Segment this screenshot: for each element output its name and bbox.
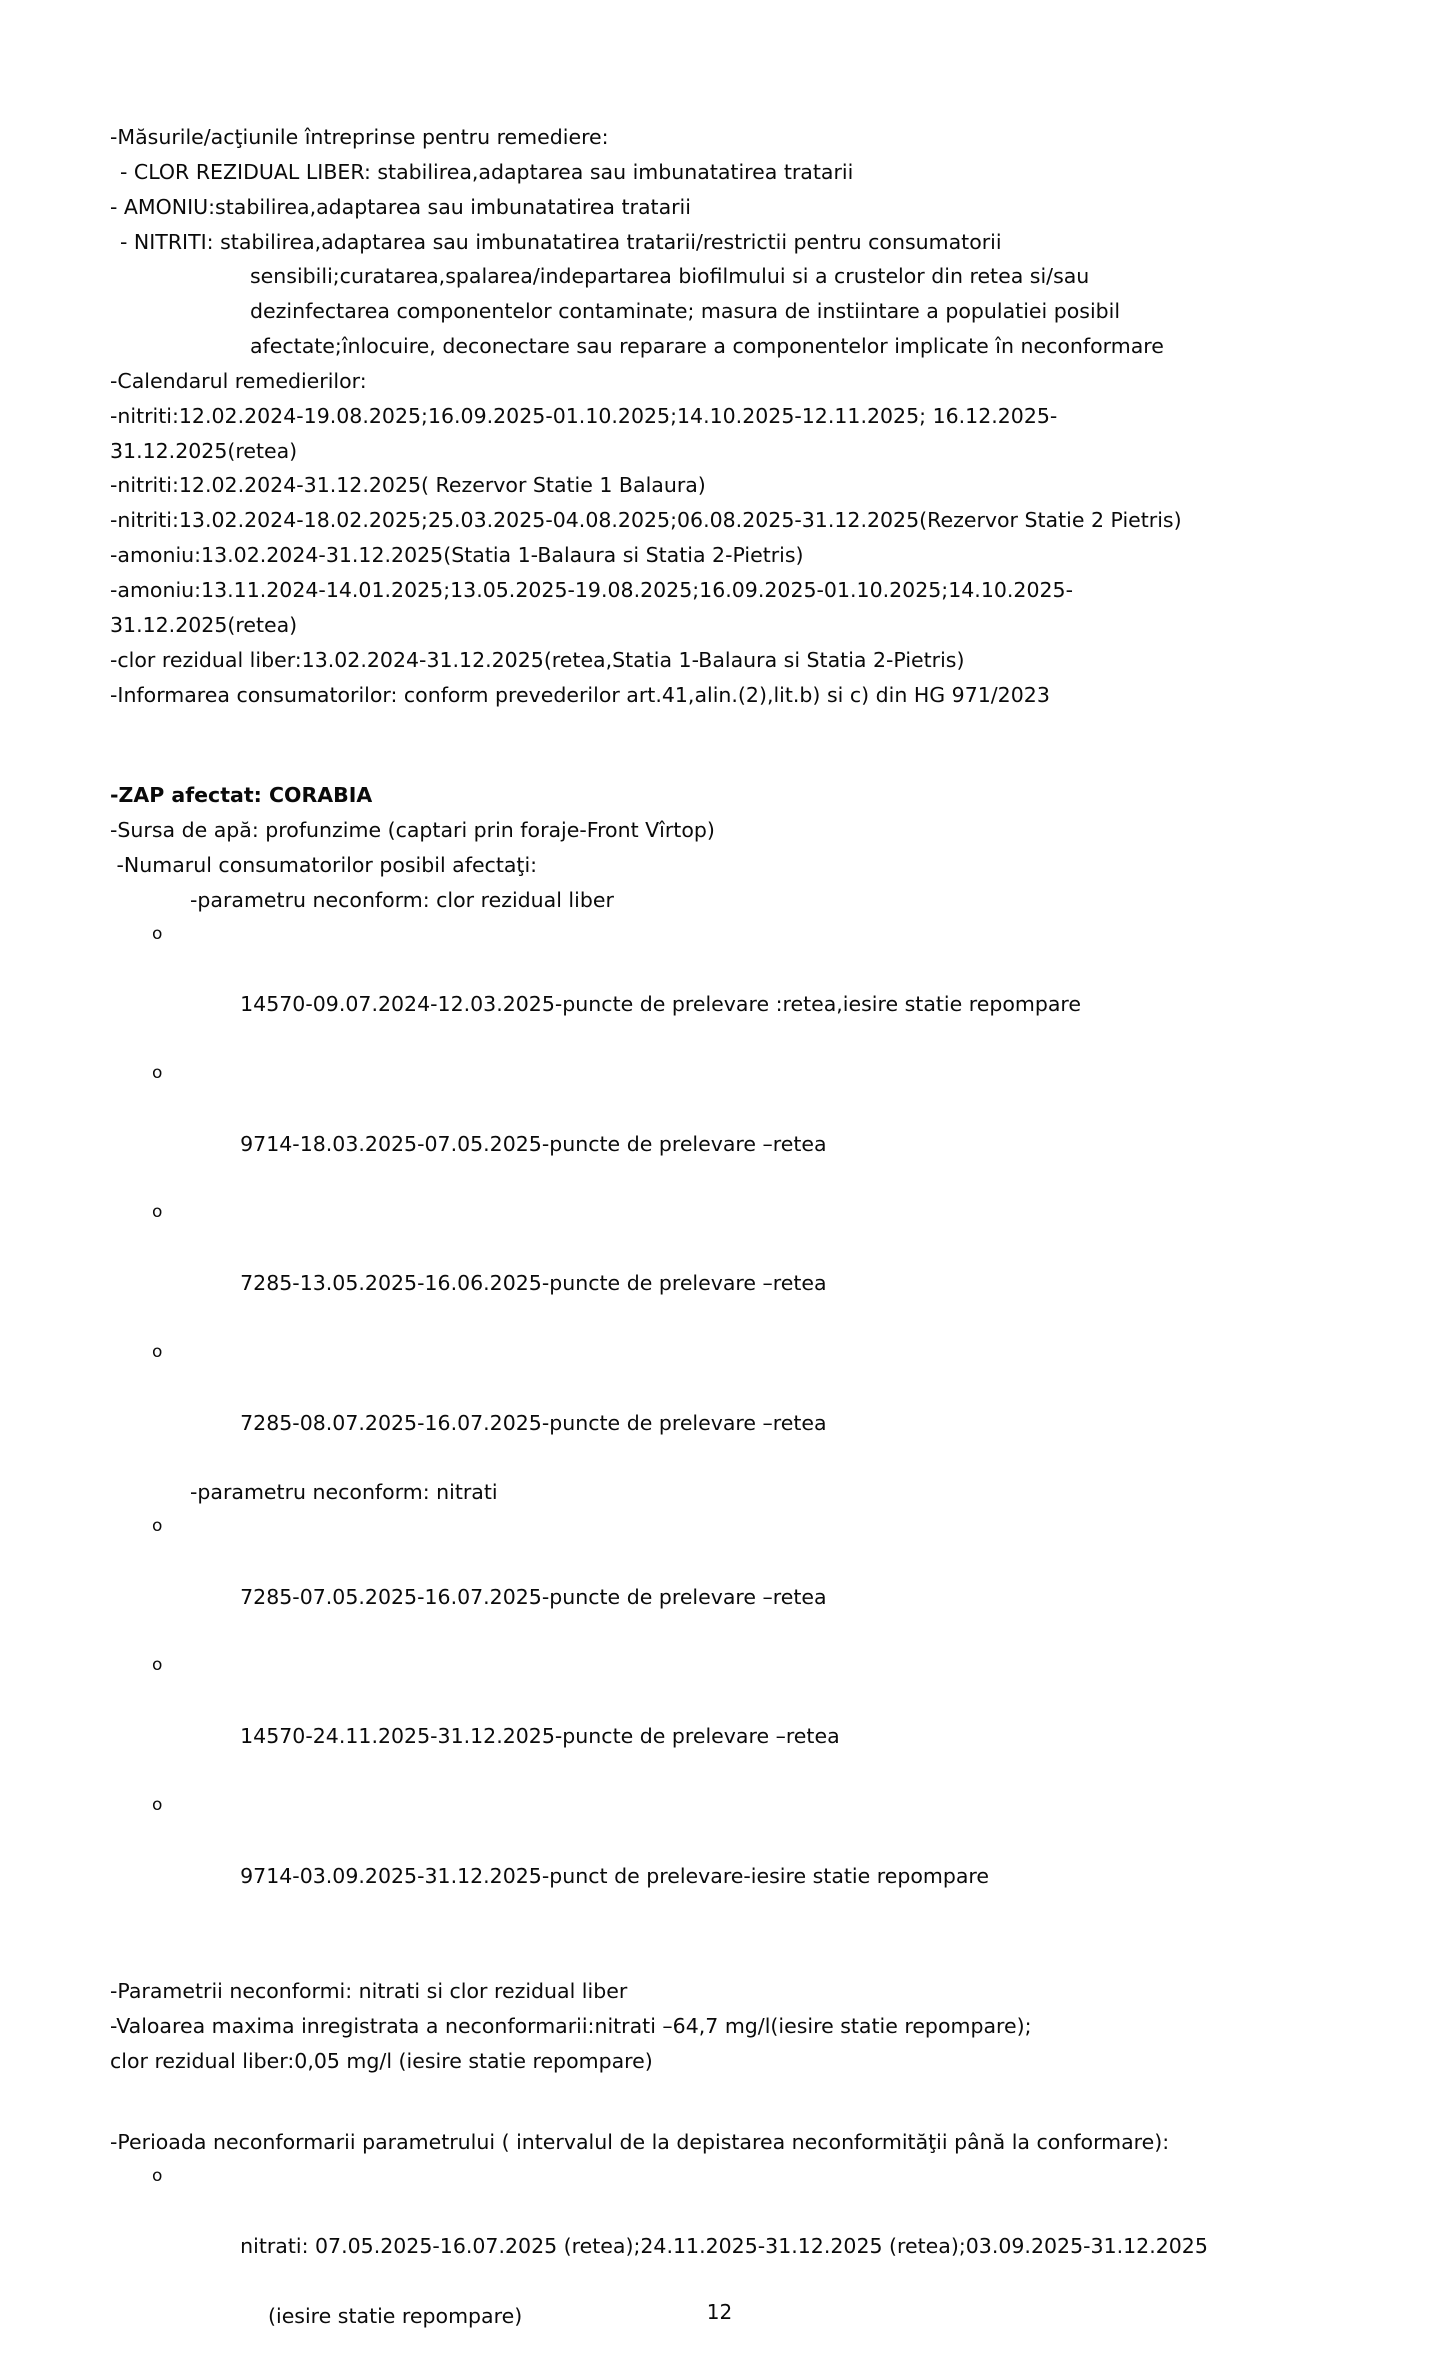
calendar-entry-2: -nitriti:12.02.2024-31.12.2025( Rezervor Statie 1 Balaura) [110,473,706,498]
list-item-text: 14570-09.07.2024-12.03.2025-puncte de prelevare :retea,iesire statie repompare [240,992,1082,1017]
circle-marker-icon: o [152,1202,163,1223]
remediere-continuation-2: dezinfectarea componentelor contaminate; masura de instiintare a populatiei posibil [250,299,1121,324]
circle-marker-icon: o [152,1655,163,1676]
list-item [110,918,1329,1057]
list-item [110,2160,1329,2299]
calendar-heading: -Calendarul remedierilor: [110,368,367,393]
perioada-heading: -Perioada neconformarii parametrului ( intervalul de la depistarea neconformităţii până la conformare): [110,2129,1170,2154]
paragraph-spacer [110,2079,1329,2125]
list-item [110,1510,1329,1649]
circle-marker-icon: o [152,1341,163,1362]
clor-items-list [110,918,1329,1476]
perioada-items-list [110,2160,1329,2299]
remediere-continuation-3: afectate;înlocuire, deconectare sau reparare a componentelor implicate în neconformare [250,334,1164,359]
param-nitrati-label: -parametru neconform: nitrati [190,1480,498,1505]
calendar-entry-4: -amoniu:13.02.2024-31.12.2025(Statia 1-Balaura si Statia 2-Pietris) [110,543,804,568]
list-item [110,1196,1329,1335]
remediere-heading: -Măsurile/acţiunile întreprinse pentru remediere: [110,125,609,149]
zap-title: -ZAP afectat: CORABIA [110,783,373,808]
zap-sursa-apa: -Sursa de apă: profunzime (captari prin foraje-Front Vîrtop) [110,818,715,843]
document-body [110,120,1329,2334]
circle-marker-icon: o [152,1063,163,1084]
list-item-text: 9714-03.09.2025-31.12.2025-punct de prelevare-iesire statie repompare [240,1863,990,1888]
calendar-entry-5: -amoniu:13.11.2024-14.01.2025;13.05.2025-19.08.2025;16.09.2025-01.10.2025;14.10.2025- [110,577,1073,602]
list-item [110,1789,1329,1928]
circle-marker-icon: o [152,1516,163,1537]
valoarea-maxima: -Valoarea maxima inregistrata a neconformarii:nitrati –64,7 mg/l(iesire statie repompare); [110,2014,1032,2039]
calendar-entry-6: -clor rezidual liber:13.02.2024-31.12.2025(retea,Statia 1-Balaura si Statia 2-Pietris) [110,647,965,672]
page-number: 12 [706,2299,733,2324]
zap-numar-consumatori: -Numarul consumatorilor posibil afectaţi: [110,853,538,878]
circle-marker-icon: o [152,2165,163,2186]
calendar-entry-7: -Informarea consumatorilor: conform prevederilor art.41,alin.(2),lit.b) si c) din HG 971/2023 [110,682,1050,707]
section-spacer [110,712,1329,778]
calendar-entry-1: -nitriti:12.02.2024-19.08.2025;16.09.2025-01.10.2025;14.10.2025-12.11.2025; 16.12.2025- [110,403,1058,428]
list-item [110,1057,1329,1196]
remediere-continuation-1: sensibili;curatarea,spalarea/indepartarea biofilmului si a crustelor din retea si/sau [250,264,1090,289]
calendar-entry-3: -nitriti:13.02.2024-18.02.2025;25.03.2025-04.08.2025;06.08.2025-31.12.2025(Rezervor Statie 2 Pietris) [110,508,1182,533]
remediere-item-nitriti: - NITRITI: stabilirea,adaptarea sau imbunatatirea tratarii/restrictii pentru consumatorii [120,229,1002,254]
list-item-text: 7285-08.07.2025-16.07.2025-puncte de prelevare –retea [240,1410,827,1435]
remediere-item-amoniu: - AMONIU:stabilirea,adaptarea sau imbunatatirea tratarii [110,194,691,219]
param-clor-label: -parametru neconform: clor rezidual liber [190,887,614,912]
list-item-text: nitrati: 07.05.2025-16.07.2025 (retea);24.11.2025-31.12.2025 (retea);03.09.2025-31.12.2025 [240,2234,1208,2259]
list-item-text: 9714-18.03.2025-07.05.2025-puncte de prelevare –retea [240,1131,827,1156]
list-item-text: 7285-13.05.2025-16.06.2025-puncte de prelevare –retea [240,1271,827,1296]
parametrii-neconformi: -Parametrii neconformi: nitrati si clor rezidual liber [110,1979,628,2004]
list-item-text: 14570-24.11.2025-31.12.2025-puncte de prelevare –retea [240,1724,840,1749]
list-item [110,1336,1329,1475]
list-item [110,1649,1329,1788]
calendar-entry-5-cont: 31.12.2025(retea) [110,612,298,637]
paragraph-spacer [110,1928,1329,1974]
perioada-item-continuation: (iesire statie repompare) [268,2303,523,2328]
circle-marker-icon: o [152,923,163,944]
circle-marker-icon: o [152,1794,163,1815]
calendar-entry-1-cont: 31.12.2025(retea) [110,438,298,463]
list-item-text: 7285-07.05.2025-16.07.2025-puncte de prelevare –retea [240,1584,827,1609]
remediere-item-clor: - CLOR REZIDUAL LIBER: stabilirea,adaptarea sau imbunatatirea tratarii [120,159,854,184]
valoarea-maxima-cont: clor rezidual liber:0,05 mg/l (iesire statie repompare) [110,2048,653,2073]
nitrati-items-list [110,1510,1329,1928]
